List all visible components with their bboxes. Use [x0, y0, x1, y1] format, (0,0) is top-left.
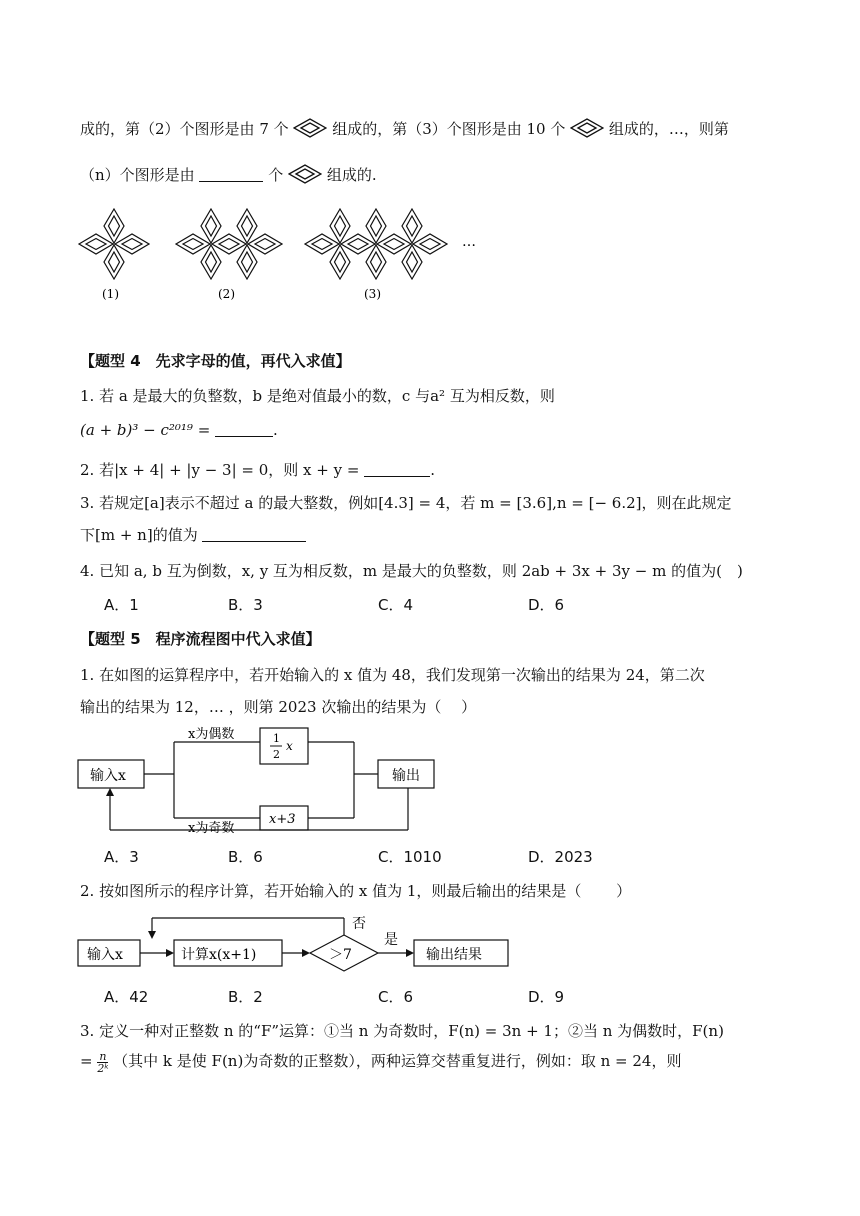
fraction-denominator: 2 [273, 748, 280, 761]
period: . [273, 421, 278, 439]
figure-label-3: (3) [364, 287, 381, 301]
option-a[interactable]: A．3 [104, 848, 139, 866]
type5-q2: 2. 按如图所示的程序计算，若开始输入的 x 值为 1，则最后输出的结果是（ ） [80, 882, 632, 900]
type5-q3-line1: 3. 定义一种对正整数 n 的“F”运算：①当 n 为奇数时，F(n) = 3n + 1；②当 n 为偶数时，F(n) [80, 1022, 724, 1040]
odd-label: x为奇数 [188, 821, 235, 834]
output-label: 输出结果 [426, 947, 482, 963]
arrow-right-icon [166, 949, 174, 957]
option-b[interactable]: B．2 [228, 988, 263, 1006]
type4-q3-line2 [80, 524, 306, 546]
condition-label: ＞7 [329, 947, 352, 963]
option-c[interactable]: C．6 [378, 988, 414, 1006]
figure-2 [176, 209, 282, 279]
even-label: x为偶数 [188, 727, 235, 742]
intro-text: 成的，第（2）个图形是由 7 个 [80, 120, 289, 138]
fraction-numerator: 1 [273, 732, 280, 745]
option-b[interactable]: B．3 [228, 596, 263, 614]
arrow-right-icon [406, 949, 414, 957]
option-c[interactable]: C．1010 [378, 848, 442, 866]
figure-3 [305, 209, 447, 279]
intro-text: 组成的，第（3）个图形是由 10 个 [332, 120, 566, 138]
diamond-icon [293, 118, 327, 138]
output-label: 输出 [392, 768, 420, 784]
fraction [97, 1051, 108, 1074]
question-text: 下[m + n]的值为 [80, 526, 198, 544]
option-d[interactable]: D．9 [528, 988, 565, 1006]
intro-line-2 [80, 164, 377, 186]
no-label: 否 [352, 916, 366, 932]
type4-q2 [80, 459, 435, 481]
figure-1 [79, 209, 149, 279]
intro-text: （n）个图形是由 [80, 166, 195, 184]
type5-q3-line2 [80, 1050, 681, 1074]
type4-q1-line1: 1. 若 a 是最大的负整数，b 是绝对值最小的数，c 与a² 互为相反数，则 [80, 387, 555, 405]
type5-q1-line1: 1. 在如图的运算程序中，若开始输入的 x 值为 48，我们发现第一次输出的结果为 24，第二次 [80, 666, 705, 684]
option-d[interactable]: D．6 [528, 596, 565, 614]
type4-heading: 【题型 4 先求字母的值，再代入求值】 [80, 352, 351, 370]
intro-line-1 [80, 118, 729, 140]
arrow-down-icon [148, 931, 156, 939]
option-d[interactable]: D．2023 [528, 848, 593, 866]
type5-heading: 【题型 5 程序流程图中代入求值】 [80, 630, 321, 648]
type4-q1-line2 [80, 419, 278, 441]
diamond-icon [570, 118, 604, 138]
figure-label-1: (1) [102, 287, 119, 301]
fraction-numerator: n [99, 1049, 107, 1063]
flowchart-2 [70, 908, 520, 974]
answer-blank[interactable] [364, 462, 430, 477]
compute-label: 计算x(x+1) [181, 947, 257, 963]
plus3-label: x+3 [269, 812, 296, 827]
flowchart-1 [70, 722, 450, 834]
type4-q4: 4. 已知 a, b 互为倒数，x, y 互为相反数，m 是最大的负整数，则 2ab + 3x + 3y − m 的值为( ) [80, 562, 743, 580]
type4-q3-line1: 3. 若规定[a]表示不超过 a 的最大整数，例如[4.3] = 4，若 m = [3.6],n = [− 6.2]，则在此规定 [80, 494, 732, 512]
equals-sign: = [80, 1052, 93, 1070]
yes-label: 是 [384, 932, 398, 948]
fraction-denominator: 2ᵏ [97, 1061, 109, 1075]
intro-text: 组成的. [326, 166, 377, 184]
answer-blank[interactable] [202, 527, 306, 542]
input-label: 输入x [90, 768, 126, 784]
intro-text: 个 [268, 166, 284, 184]
fraction-variable: x [286, 739, 293, 753]
option-b[interactable]: B．6 [228, 848, 263, 866]
figure-label-2: (2) [218, 287, 235, 301]
pattern-figures [70, 198, 490, 308]
question-text: （其中 k 是使 F(n)为奇数的正整数），两种运算交替重复进行，例如：取 n = 24，则 [113, 1052, 682, 1070]
intro-text: 组成的，…，则第 [608, 120, 729, 138]
diamond-icon [288, 164, 322, 184]
input-label: 输入x [87, 947, 123, 963]
arrow-up-icon [106, 788, 114, 796]
answer-blank[interactable] [215, 422, 273, 437]
math-expression: (a + b)³ − c²⁰¹⁹ = [80, 421, 211, 439]
period: . [430, 461, 435, 479]
type5-q1-line2: 输出的结果为 12，… ，则第 2023 次输出的结果为（ ） [80, 698, 477, 716]
answer-blank[interactable] [199, 167, 263, 182]
figure-ellipsis: … [462, 234, 476, 250]
question-text: 2. 若|x + 4| + |y − 3| = 0，则 x + y = [80, 461, 360, 479]
option-c[interactable]: C．4 [378, 596, 414, 614]
half-box [260, 728, 308, 764]
option-a[interactable]: A．42 [104, 988, 149, 1006]
option-a[interactable]: A．1 [104, 596, 139, 614]
